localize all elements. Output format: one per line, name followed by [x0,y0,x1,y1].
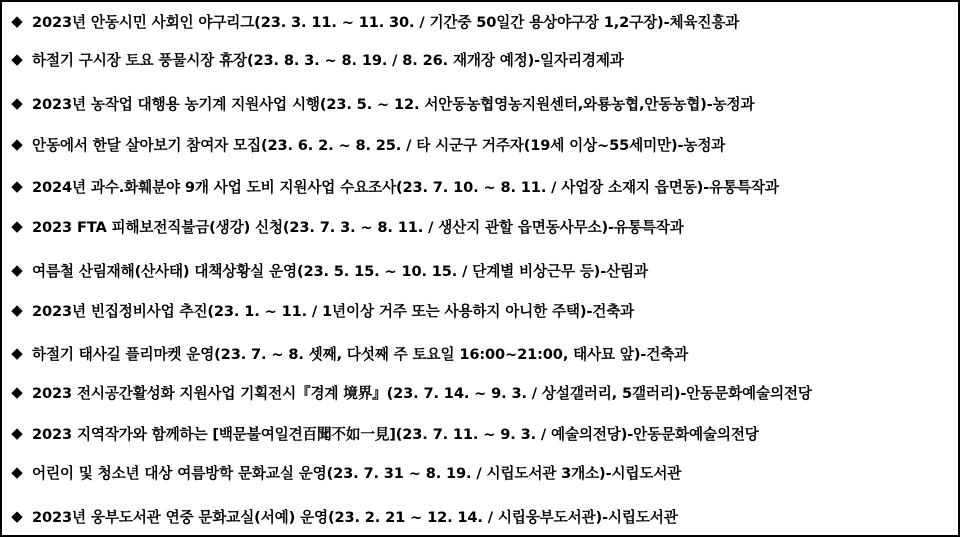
diamond-bullet-icon: ◆ [11,260,23,279]
diamond-bullet-icon: ◆ [11,11,23,30]
list-item [8,214,684,238]
notice-text: 하절기 구시장 토요 풍물시장 휴장(23. 8. 3. ~ 8. 19. / 8. 26. 재개장 예정)-일자리경제과 [32,51,624,69]
list-item [8,47,624,71]
notice-text: 2023 FTA 피해보전직불금(생강) 신청(23. 7. 3. ~ 8. 11. / 생산지 관할 읍면동사무소)-유통특작과 [32,218,684,236]
notice-text: 여름철 산림재해(산사태) 대책상황실 운영(23. 5. 15. ~ 10. 15. / 단계별 비상근무 등)-산림과 [32,262,648,280]
diamond-bullet-icon: ◆ [11,176,23,195]
notice-text: 2023년 농작업 대행용 농기계 지원사업 시행(23. 5. ~ 12. 서안동농협영농지원센터,와룡농협,안동농협)-농정과 [32,95,755,113]
diamond-bullet-icon: ◆ [11,423,23,442]
notice-text: 2023 지역작가와 함께하는 [백문불여일견百聞不如一見](23. 7. 11. ~ 9. 3. / 예술의전당)-안동문화예술의전당 [32,425,759,443]
notice-text: 2023년 빈집정비사업 추진(23. 1. ~ 11. / 1년이상 거주 또는 사용하지 아니한 주택)-건축과 [32,302,635,320]
list-item [8,460,681,484]
notice-text: 2023년 안동시민 사회인 야구리그(23. 3. 11. ~ 11. 30. / 기간중 50일간 용상야구장 1,2구장)-체육진흥과 [32,13,740,31]
diamond-bullet-icon: ◆ [11,216,23,235]
diamond-bullet-icon: ◆ [11,49,23,68]
diamond-bullet-icon: ◆ [11,462,23,481]
list-item [8,174,779,198]
notice-text: 2023 전시공간활성화 지원사업 기획전시『경계 境界』(23. 7. 14. ~ 9. 3. / 상설갤러리, 5갤러리)-안동문화예술의전당 [32,384,812,402]
notice-text: 어린이 및 청소년 대상 여름방학 문화교실 운영(23. 7. 31 ~ 8. 19. / 시립도서관 3개소)-시립도서관 [32,464,682,482]
notice-text: 하절기 태사길 플리마켓 운영(23. 7. ~ 8. 셋째, 다섯째 주 토요일 16:00~21:00, 태사묘 앞)-건축과 [32,345,689,363]
diamond-bullet-icon: ◆ [11,382,23,401]
diamond-bullet-icon: ◆ [11,134,23,153]
notice-text: 2024년 과수.화훼분야 9개 사업 도비 지원사업 수요조사(23. 7. 10. ~ 8. 11. / 사업장 소재지 읍면동)-유통특작과 [32,178,779,196]
list-item [8,298,634,322]
list-item [8,504,678,528]
notice-text: 안동에서 한달 살아보기 참여자 모집(23. 6. 2. ~ 8. 25. / 타 시군구 거주자(19세 이상~55세미만)-농정과 [32,136,726,154]
list-item [8,91,754,115]
diamond-bullet-icon: ◆ [11,300,23,319]
list-item [8,421,759,445]
diamond-bullet-icon: ◆ [11,343,23,362]
diamond-bullet-icon: ◆ [11,506,23,525]
list-item [8,9,739,33]
list-item [8,341,688,365]
list-item [8,258,648,282]
list-item [8,132,725,156]
diamond-bullet-icon: ◆ [11,93,23,112]
list-item [8,380,812,404]
notice-text: 2023년 웅부도서관 연중 문화교실(서예) 운영(23. 2. 21 ~ 12. 14. / 시립웅부도서관)-시립도서관 [32,508,678,526]
